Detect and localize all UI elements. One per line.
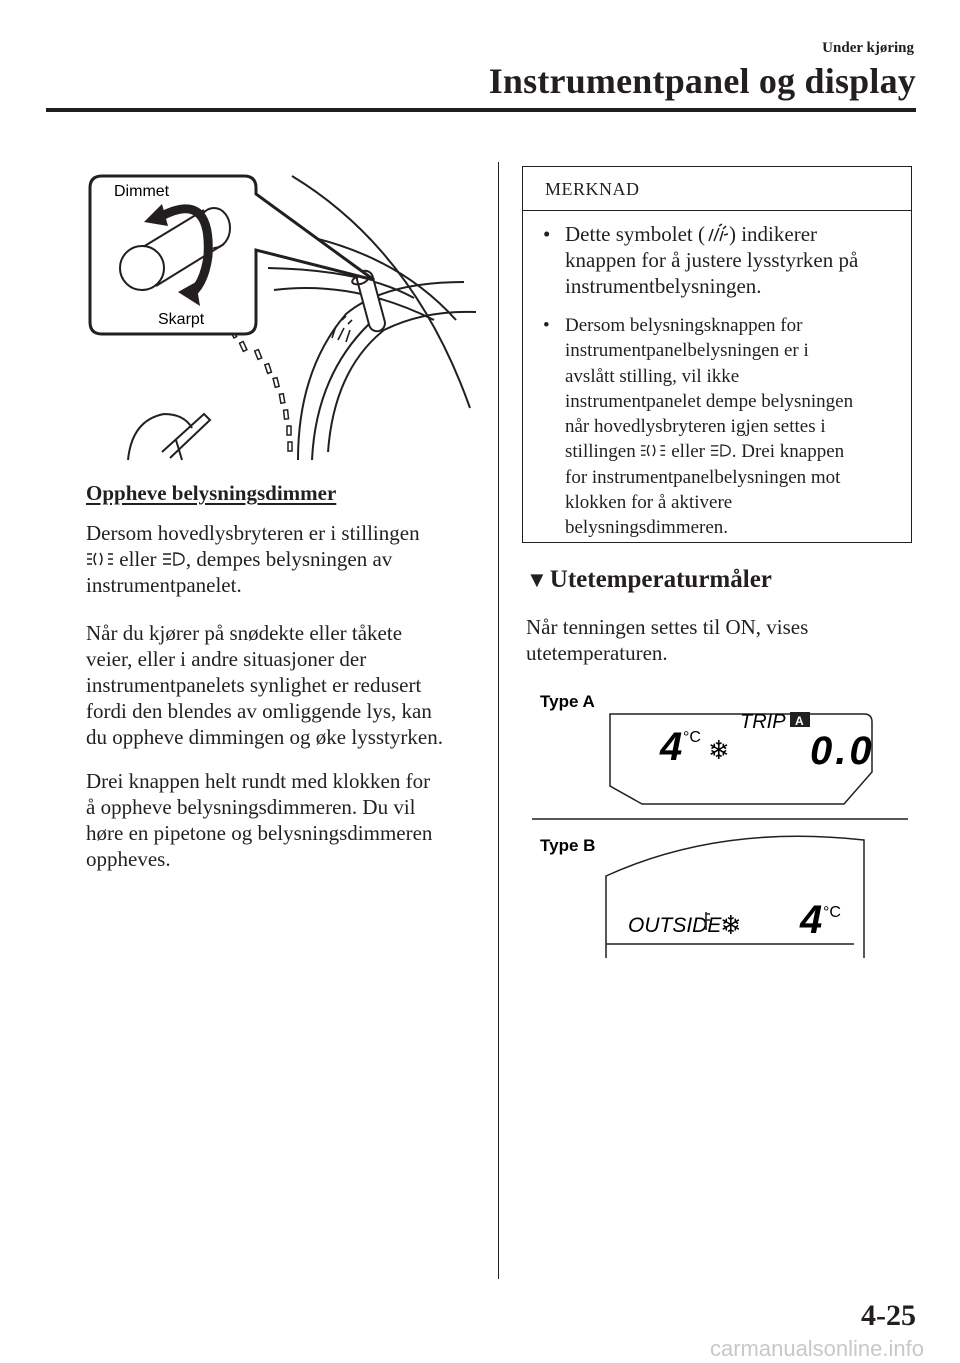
note-b2-l6b: eller bbox=[671, 441, 705, 463]
page-title: Instrumentpanel og display bbox=[488, 61, 916, 101]
snowflake-icon: ❄ bbox=[720, 910, 742, 940]
section-label: Under kjøring bbox=[822, 40, 914, 56]
subheading-dimmer-override: Oppheve belysningsdimmer bbox=[86, 481, 337, 505]
type-a-unit: °C bbox=[683, 729, 701, 746]
temperature-display-illustration bbox=[520, 680, 912, 965]
header-rule bbox=[46, 108, 916, 112]
page-number: 4-25 bbox=[861, 1299, 916, 1332]
heading-outside-temperature bbox=[526, 566, 772, 594]
p3-line: å oppheve belysningsdimmeren. Du vil bbox=[86, 795, 416, 819]
note-b1-b: ) indikerer bbox=[728, 222, 818, 246]
pr-line: Når tenningen settes til ON, vises bbox=[526, 615, 809, 639]
type-b-temp: 4 bbox=[800, 898, 823, 942]
type-a-odometer: 0.0 bbox=[810, 729, 875, 773]
p2-line: du oppheve dimmingen og øke lysstyrken. bbox=[86, 725, 443, 749]
column-divider bbox=[498, 162, 499, 1279]
note-bullet-1 bbox=[541, 221, 899, 299]
p1-or: eller bbox=[119, 547, 157, 571]
p1-rest: , dempes belysningen av bbox=[185, 547, 393, 571]
parking-light-icon bbox=[640, 443, 666, 458]
type-a-label: Type A bbox=[540, 692, 595, 711]
dimmer-symbol-icon bbox=[705, 223, 729, 243]
headlight-icon bbox=[162, 551, 186, 567]
note-b2-line: klokken for å aktivere bbox=[565, 492, 733, 514]
triangle-bullet-icon: ▼ bbox=[526, 567, 548, 592]
paragraph-1 bbox=[86, 520, 486, 598]
p2-line: fordi den blendes av omliggende lys, kan bbox=[86, 699, 432, 723]
note-b2-line: for instrumentpanelbelysningen mot bbox=[565, 466, 841, 488]
note-b2-l6c: . Drei knappen bbox=[731, 441, 845, 463]
p2-line: veier, eller i andre situasjoner der bbox=[86, 647, 367, 671]
outside-label: OUTSIDE bbox=[628, 914, 722, 937]
note-b2-line: instrumentpanelet dempe belysningen bbox=[565, 390, 854, 412]
dimmer-symbol-icon bbox=[332, 316, 352, 342]
note-b2-l6a: stillingen bbox=[565, 441, 636, 463]
paragraph-right bbox=[526, 614, 906, 666]
p1-line-2 bbox=[86, 546, 486, 572]
p1-line-1: Dersom hovedlysbryteren er i stillingen bbox=[86, 521, 420, 545]
note-b2-line-6 bbox=[565, 439, 899, 464]
note-box bbox=[522, 166, 912, 543]
p2-line: Når du kjører på snødekte eller tåkete bbox=[86, 621, 403, 645]
heading-text: Utetemperaturmåler bbox=[549, 566, 772, 593]
parking-light-icon bbox=[86, 551, 114, 567]
paragraph-3 bbox=[86, 768, 486, 872]
paragraph-2 bbox=[86, 620, 486, 750]
watermark: carmanualsonline.info bbox=[709, 1336, 924, 1361]
note-b2-line: når hovedlysbryteren igjen settes i bbox=[565, 416, 826, 438]
trip-label: TRIP bbox=[740, 711, 786, 733]
label-dim: Dimmet bbox=[114, 183, 170, 200]
type-b-label: Type B bbox=[540, 836, 596, 855]
type-a-temp: 4 bbox=[660, 725, 683, 769]
note-b2-line: avslått stilling, vil ikke bbox=[565, 365, 740, 387]
pr-line: utetemperaturen. bbox=[526, 641, 668, 665]
note-b1-line-2: knappen for å justere lysstyrken på bbox=[565, 248, 859, 272]
trip-badge-letter: A bbox=[795, 714, 804, 728]
snowflake-icon: ❄ bbox=[708, 735, 730, 765]
note-b2-line: • Dersom belysningsknappen for bbox=[565, 315, 803, 336]
note-b2-line: belysningsdimmeren. bbox=[565, 517, 729, 539]
headlight-icon bbox=[710, 443, 732, 458]
p2-line: instrumentpanelets synlighet er redusert bbox=[86, 673, 422, 697]
p3-line: oppheves. bbox=[86, 847, 171, 871]
note-heading: MERKNAD bbox=[523, 167, 911, 211]
note-bullet-2 bbox=[541, 313, 899, 541]
type-b-unit: °C bbox=[823, 904, 841, 921]
dimmer-knob-illustration bbox=[84, 170, 476, 462]
p3-line: høre en pipetone og belysningsdimmeren bbox=[86, 821, 433, 845]
note-b1-line-3: instrumentbelysningen. bbox=[565, 274, 762, 298]
label-bright: Skarpt bbox=[158, 311, 205, 328]
note-b2-line: instrumentpanelbelysningen er i bbox=[565, 340, 809, 362]
p1-line-3: instrumentpanelet. bbox=[86, 573, 242, 597]
p3-line: Drei knappen helt rundt med klokken for bbox=[86, 769, 431, 793]
note-b1-a: Dette symbolet ( bbox=[565, 222, 705, 246]
note-b1-line-1 bbox=[565, 221, 899, 247]
